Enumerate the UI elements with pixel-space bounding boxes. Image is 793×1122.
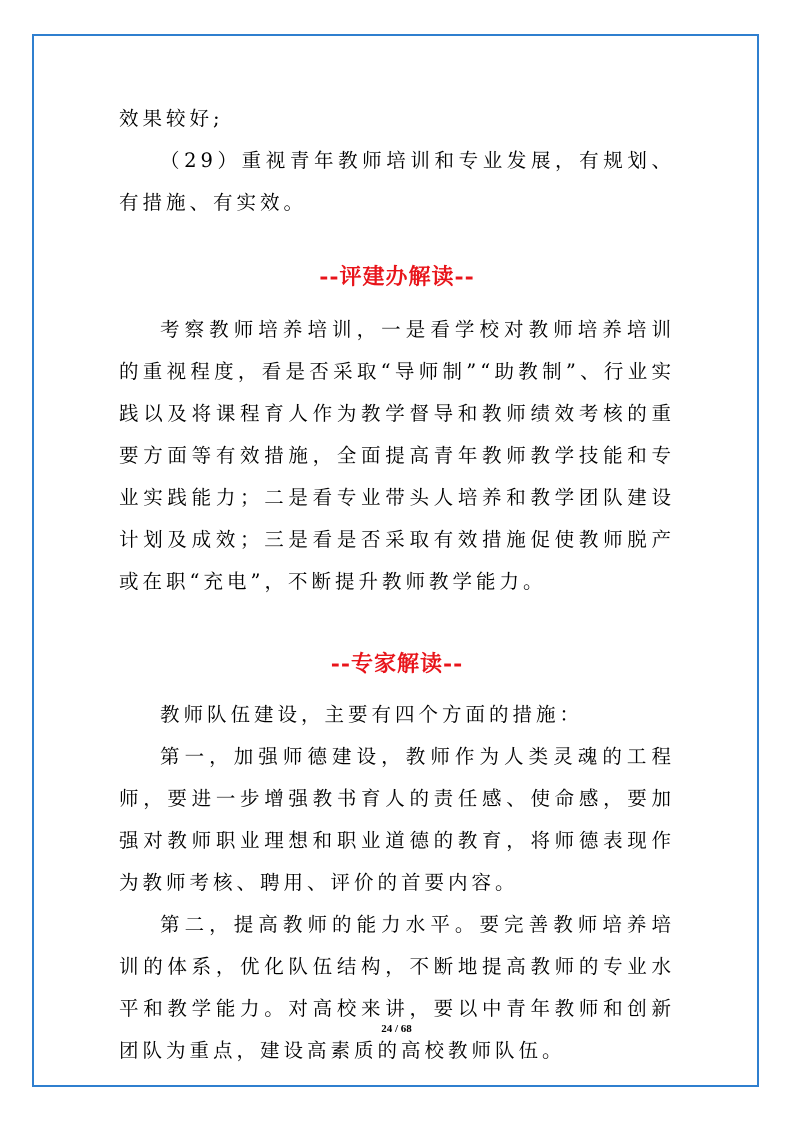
document-body: [119, 98, 675, 1072]
expert-paragraph-3: 第二，提高教师的能力水平。要完善教师培养培训的体系，优化队伍结构，不断地提高教师的专业水平和教学能力。对高校来讲，要以中青年教师和创新团队为重点，建设高素质的高校教师队伍。: [119, 913, 675, 1062]
expert-paragraph-1: 教师队伍建设，主要有四个方面的措施：: [160, 703, 584, 726]
intro-line-1: 效果较好;: [119, 107, 224, 130]
expert-paragraph-2: 第一，加强师德建设，教师作为人类灵魂的工程师，要进一步增强教书育人的责任感、使命感，要加强对教师职业理想和职业道德的教育，将师德表现作为教师考核、聘用、评价的首要内容。: [119, 745, 675, 894]
evaluation-office-paragraph: 考察教师培养培训，一是看学校对教师培养培训的重视程度，看是否采取“导师制”“助教制”、行业实践以及将课程育人作为教学督导和教师绩效考核的重要方面等有效措施，全面提高青年教师教学技能和专业实践能力；二是看专业带头人培养和教学团队建设计划及成效；三是看是否采取有效措施促使教师脱产或在职“充电”，不断提升教师教学能力。: [119, 318, 675, 593]
page-number: 24 / 68: [381, 1023, 412, 1035]
section-heading-evaluation-office: --评建办解读--: [319, 264, 475, 290]
criterion-29: （29）重视青年教师培训和专业发展，有规划、有措施、有实效。: [119, 149, 675, 214]
section-heading-expert: --专家解读--: [330, 651, 464, 677]
